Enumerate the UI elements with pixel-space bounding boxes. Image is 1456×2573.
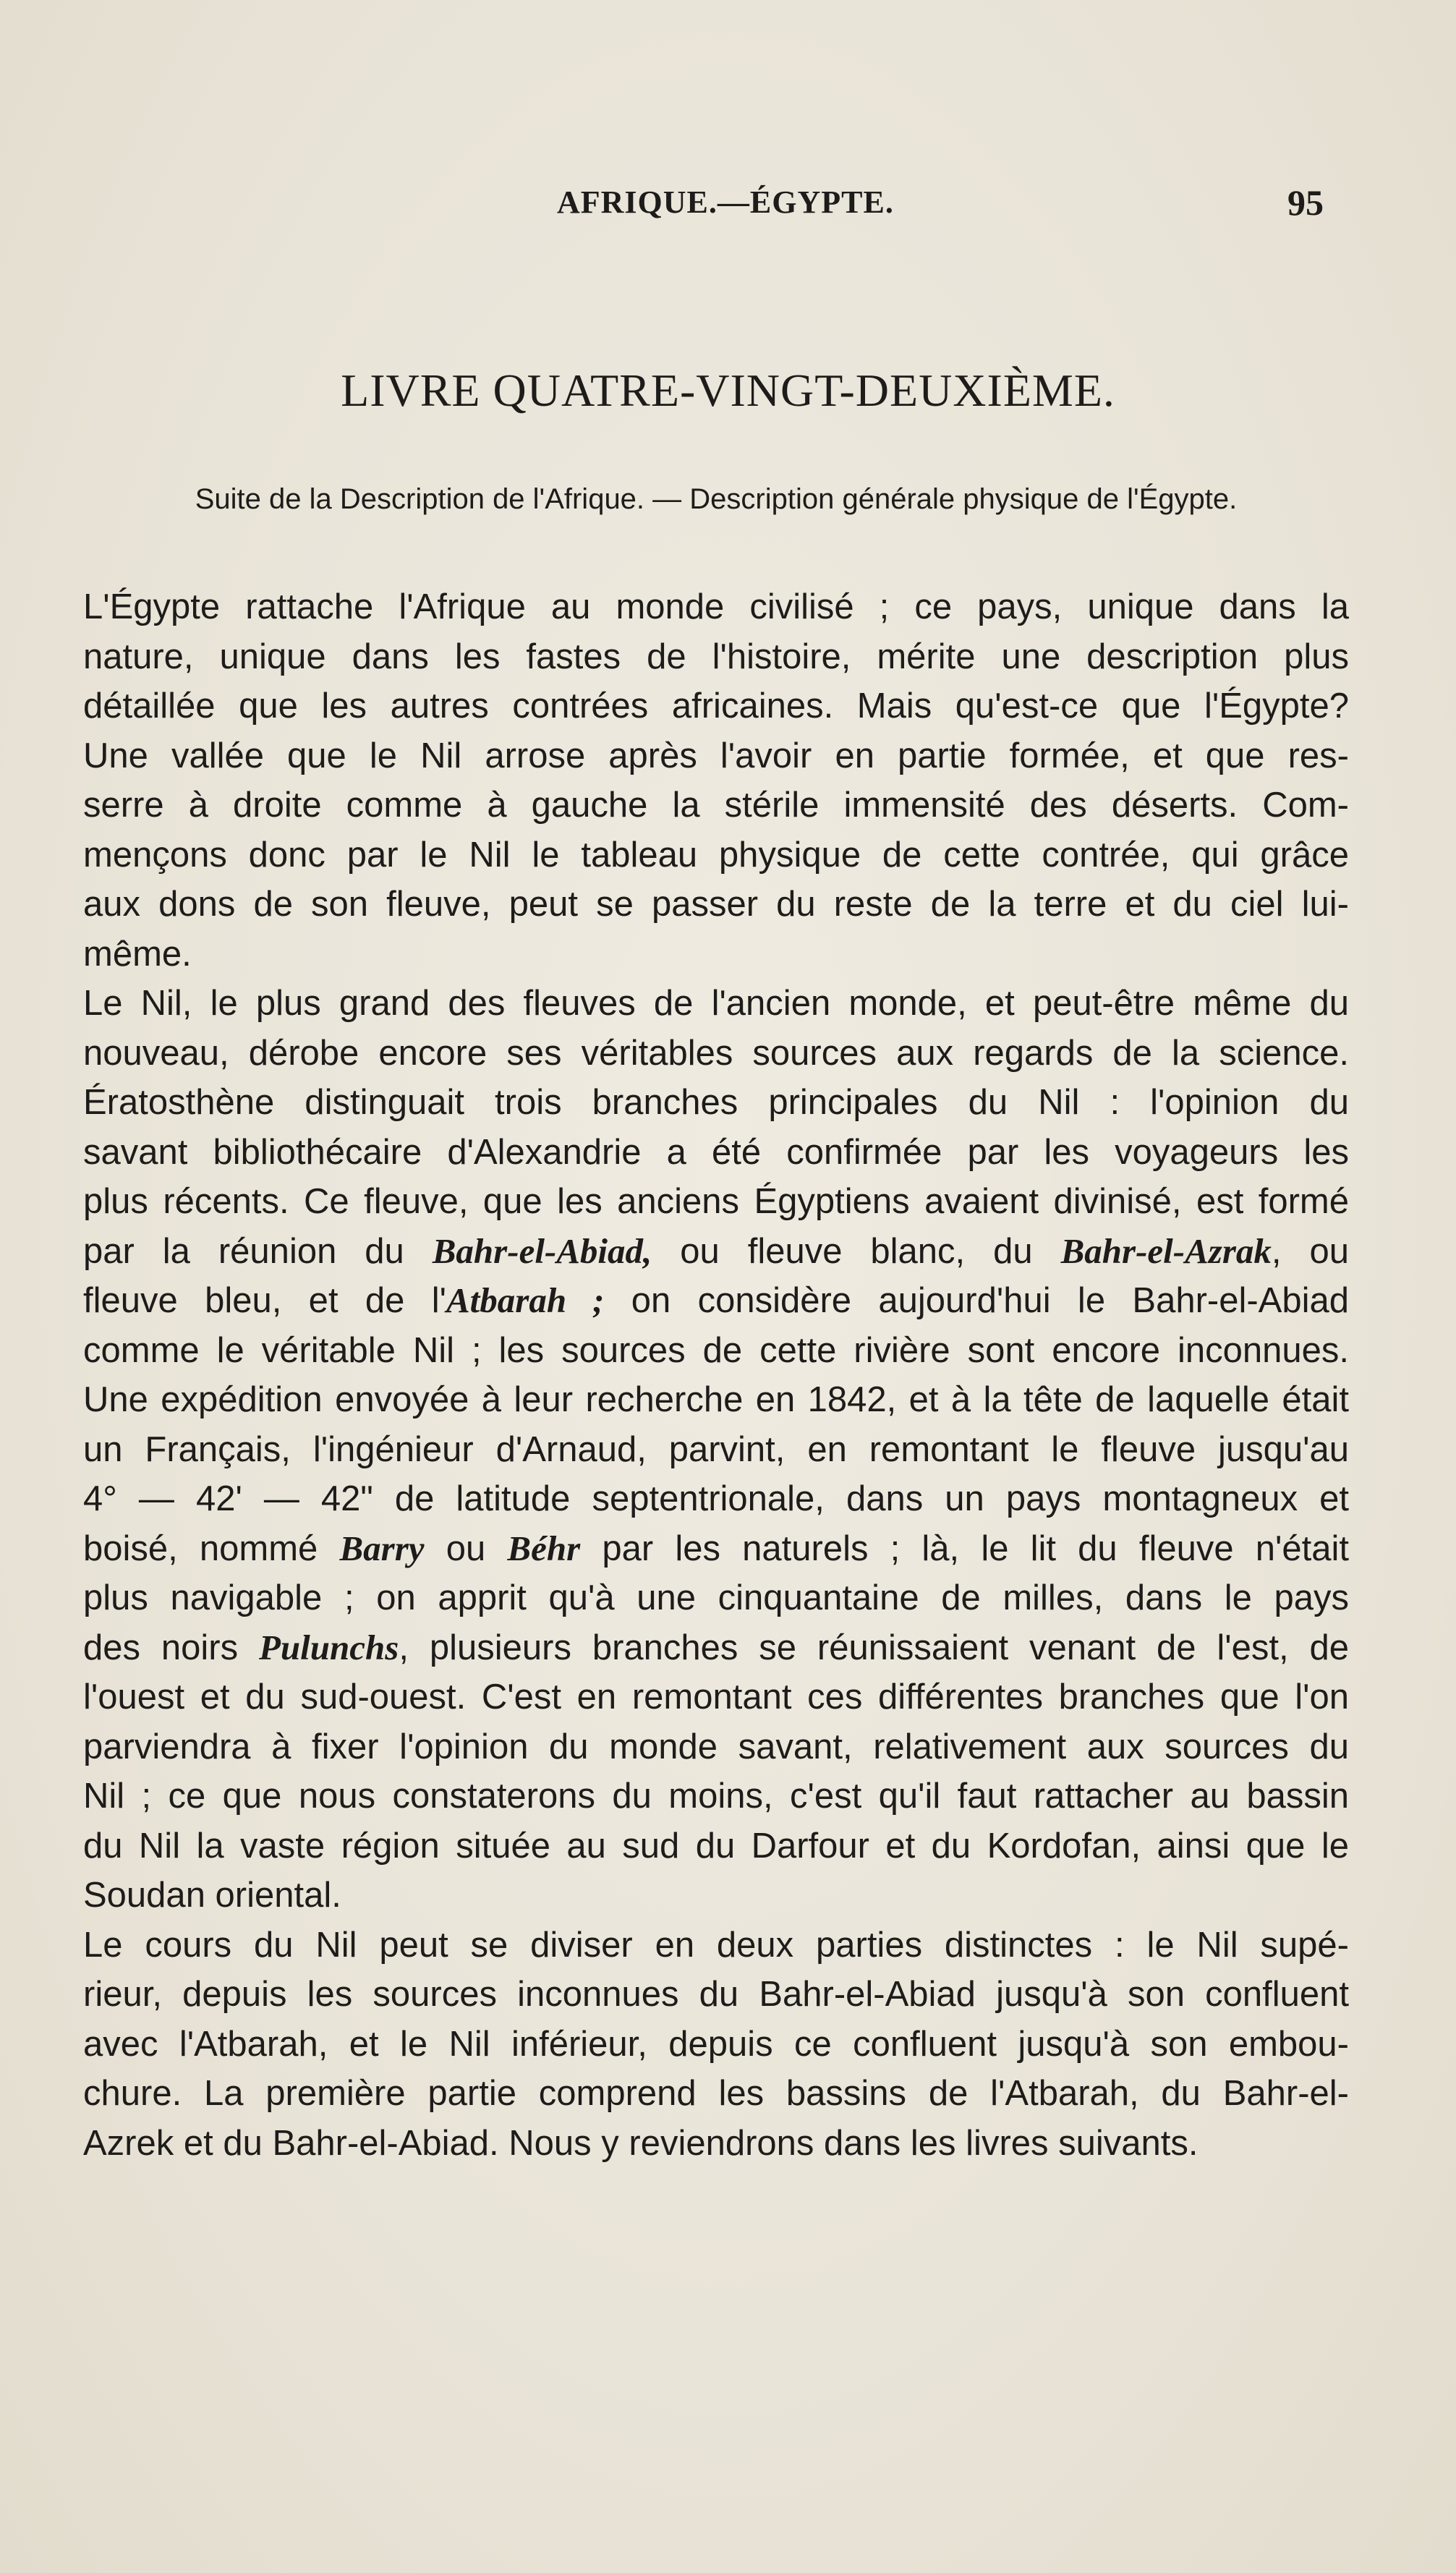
text-line: avec l'Atbarah, et le Nil inférieur, depuis ce confluent jusqu'à son embou- [83,2024,1349,2064]
text-line: Le cours du Nil peut se diviser en deux parties distinctes : le Nil supé- [83,1925,1349,1965]
paragraph-1 [83,582,1349,979]
text-line: 4° — 42' — 42" de latitude septentrionale, dans un pays montagneux et [83,1479,1349,1518]
text-line: rieur, depuis les sources inconnues du Bahr-el-Abiad jusqu'à son confluent [83,1975,1349,2014]
text-line: aux dons de son fleuve, peut se passer du reste de la terre et du ciel lui- [83,885,1349,924]
text-run: par la réunion du [83,1231,433,1271]
paragraph-3 [83,1921,1349,2169]
text-line: Ératosthène distinguait trois branches principales du Nil : l'opinion du [83,1083,1349,1122]
text-line: plus récents. Ce fleuve, que les anciens Égyptiens avaient divinisé, est formé [83,1182,1349,1221]
italic-term: Béhr [507,1528,581,1568]
text-line-mixed [83,1524,1349,1574]
text-line: Le Nil, le plus grand des fleuves de l'ancien monde, et peut-être même du [83,984,1349,1023]
italic-term: Pulunchs [258,1627,399,1667]
text-line: nouveau, dérobe encore ses véritables sources aux regards de la science. [83,1033,1349,1073]
text-run: , ou [1271,1231,1349,1271]
text-line: l'ouest et du sud-ouest. C'est en remontant ces différentes branches que l'on [83,1677,1349,1717]
text-run: ou [424,1528,508,1568]
text-run: on considère aujourd'hui le Bahr-el-Abiad [604,1281,1349,1320]
text-line-mixed [83,1276,1349,1326]
text-line: plus navigable ; on apprit qu'à une cinquantaine de milles, dans le pays [83,1578,1349,1617]
text-run: boisé, nommé [83,1528,340,1568]
text-line: un Français, l'ingénieur d'Arnaud, parvint, en remontant le fleuve jusqu'au [83,1429,1349,1469]
running-head [0,177,1456,228]
paragraph-2 [83,979,1349,1921]
text-line: Une vallée que le Nil arrose après l'avoir en partie formée, et que res- [83,736,1349,775]
text-run: des noirs [83,1628,259,1667]
text-run: , plusieurs branches se réunissaient venant de l'est, de [399,1628,1349,1667]
text-line: Nil ; ce que nous constaterons du moins, c'est qu'il faut rattacher au bassin [83,1777,1349,1816]
text-run: fleuve bleu, et de l' [83,1281,446,1320]
running-title: AFRIQUE.—ÉGYPTE. [557,184,894,220]
text-line: Une expédition envoyée à leur recherche en 1842, et à la tête de laquelle était [83,1380,1349,1419]
page-number: 95 [1287,182,1324,223]
text-line: Azrek et du Bahr-el-Abiad. Nous y reviendrons dans les livres suivants. [83,2123,1199,2163]
text-line: comme le véritable Nil ; les sources de cette rivière sont encore inconnues. [83,1330,1349,1370]
text-line: du Nil la vaste région située au sud du Darfour et du Kordofan, ainsi que le [83,1826,1349,1866]
body-text [83,582,1349,2168]
chapter-subtitle: Suite de la Description de l'Afrique. — Description générale physique de l'Égypte. [195,483,1238,515]
text-run: ou fleuve blanc, du [652,1231,1061,1271]
italic-term: Barry [339,1528,425,1568]
text-line: parviendra à fixer l'opinion du monde savant, relativement aux sources du [83,1727,1349,1766]
text-line: L'Égypte rattache l'Afrique au monde civilisé ; ce pays, unique dans la [83,587,1349,626]
text-line: serre à droite comme à gauche la stérile immensité des déserts. Com- [83,786,1349,825]
text-line: mençons donc par le Nil le tableau physique de cette contrée, qui grâce [83,835,1349,875]
text-line: savant bibliothécaire d'Alexandrie a été confirmée par les voyageurs les [83,1132,1349,1172]
text-line: même. [83,934,192,974]
text-line: nature, unique dans les fastes de l'histoire, mérite une description plus [83,637,1349,676]
text-line-mixed [83,1623,1349,1673]
text-line-mixed [83,1227,1349,1277]
text-line: Soudan oriental. [83,1876,341,1915]
text-run: par les naturels ; là, le lit du fleuve n'était [580,1528,1349,1568]
book-title: LIVRE QUATRE-VINGT-DEUXIÈME. [341,365,1115,416]
text-line: chure. La première partie comprend les bassins de l'Atbarah, du Bahr-el- [83,2074,1349,2113]
italic-term: Bahr-el-Azrak [1060,1230,1272,1271]
text-line: détaillée que les autres contrées africaines. Mais qu'est-ce que l'Égypte? [83,686,1349,726]
italic-term: Bahr-el-Abiad, [432,1230,652,1271]
italic-term: Atbarah ; [446,1280,605,1320]
